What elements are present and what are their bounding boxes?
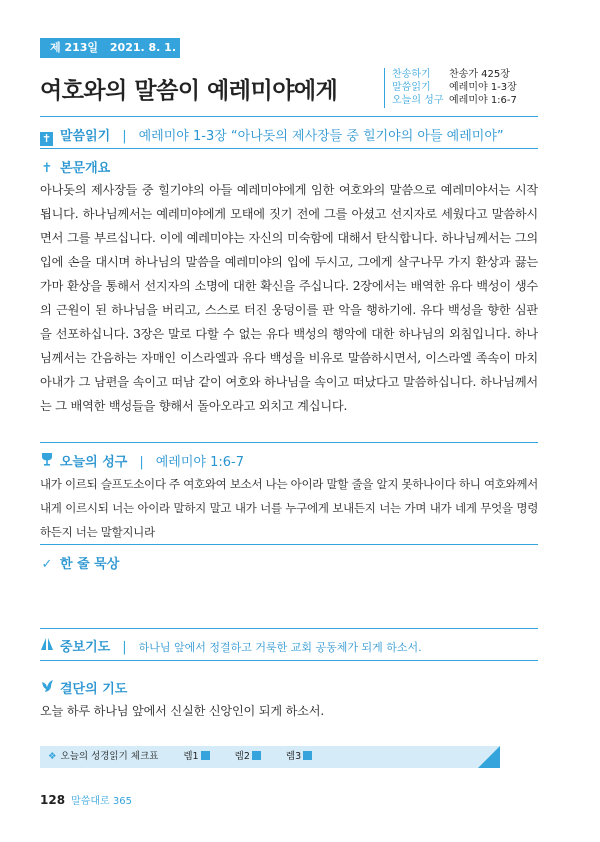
summary-divider — [40, 442, 538, 443]
checkbox[interactable] — [252, 751, 261, 760]
verse-text: 내가 이르되 슬프도소이다 주 여호와여 보소서 나는 아이라 말할 줄을 알지 못하나이다 하니 여호와께서 내게 이르시되 너는 아이라 말하지 말고 내가 너를 누구에게 보내든지 너는 가며 내가 네게 무엇을 명령하든지 너는 말할지니라 — [40, 477, 538, 539]
reading-divider — [40, 148, 538, 149]
reading-reference: 예레미야 1-3장 “아나돗의 제사장들 중 힐기야의 아들 예레미야” — [138, 129, 504, 144]
summary-text: 아나돗의 제사장들 중 힐기야의 아들 예레미야에게 임한 여호와의 말씀으로 예레미야서는 시작됩니다. 하나님께서는 예레미야에게 모태에 짓기 전에 그를 아셨고 선지자로 세웠다고 말씀하시면서 그를 부르십니다. 이에 예레미야는 자신의 미숙함에 대해서 탄식합니다. 하나님께서는 그의 입에 손을 대시며 하나님의 말씀을 예레미야의 입에 두시고, 그에게 살구나무 가지 환상과 끓는 가마 환상을 통해서 선지자의 소명에 대한 확신을 주십니다. 2장에서는 배역한 유다 백성이 생수의 근원이 된 하나님을 버리고, 스스로 터진 웅덩이를 판 악을 행하기에. 유다 백성을 향한 심판을 선포하십니다. 3장은 말로 다할 수 없는 유다 백성의 행악에 대한 하나님의 외침입니다. 하나님께서는 간음하는 자매인 이스라엘과 유다 백성을 비유로 말씀하시면서, 이스라엘 족속이 마치 아내가 그 남편을 속이고 떠남 같이 여호와 하나님을 속이고 떠났다고 말씀하십니다. 하나님께서는 그 배역한 백성들을 향해서 돌아오라고 외치고 계십니다. — [40, 183, 538, 413]
intercession-heading-row — [40, 636, 422, 655]
diamond-icon: ❖ — [48, 751, 57, 762]
cross-icon: ✝ — [41, 161, 53, 176]
checklist-item-label: 렘1 — [183, 751, 199, 762]
separator: | — [122, 129, 127, 144]
side-info-label: 찬송하기 — [392, 69, 431, 80]
checkbox[interactable] — [303, 751, 312, 760]
reading-heading: 말씀읽기 — [60, 129, 111, 144]
checklist-item[interactable] — [286, 751, 312, 762]
intercession-top-rule — [40, 628, 538, 629]
meditation-heading: 한 줄 묵상 — [60, 557, 120, 572]
summary-heading: 본문개요 — [60, 161, 111, 176]
page-number: 128 — [40, 793, 66, 807]
side-info-value: 예레미야 1:6-7 — [449, 95, 517, 106]
side-info-value: 예레미야 1-3장 — [449, 82, 517, 93]
page-corner-icon — [478, 746, 500, 768]
day-label: 제 213일 — [50, 41, 99, 54]
resolution-text: 오늘 하루 하나님 앞에서 신실한 신앙인이 되게 하소서. — [40, 704, 325, 718]
checkbox[interactable] — [201, 751, 210, 760]
resolution-heading: 결단의 기도 — [60, 682, 128, 697]
checklist-item[interactable] — [183, 751, 209, 762]
checklist-item-label: 렘2 — [234, 751, 250, 762]
side-info — [392, 68, 517, 107]
verse-reference: 예레미야 1:6-7 — [155, 455, 244, 470]
dove-icon — [40, 679, 54, 697]
verse-heading: 오늘의 성구 — [60, 455, 128, 470]
intercession-bottom-rule — [40, 660, 538, 661]
intercession-heading: 중보기도 — [60, 640, 111, 655]
reading-heading-row — [40, 125, 504, 146]
book-title: 말씀대로 365 — [71, 796, 132, 807]
verse-divider — [40, 544, 538, 545]
checklist-label: 오늘의 성경읽기 체크표 — [60, 751, 159, 762]
reading-checklist — [40, 746, 500, 768]
side-info-label: 말씀읽기 — [392, 82, 431, 93]
page-footer — [40, 792, 132, 807]
title-divider — [40, 116, 538, 117]
side-info-label: 오늘의 성구 — [392, 95, 444, 106]
intercession-text: 하나님 앞에서 정결하고 거룩한 교회 공동체가 되게 하소서. — [138, 641, 422, 654]
side-info-divider — [384, 68, 385, 108]
summary-heading-row — [40, 157, 110, 176]
meditation-heading-row — [40, 553, 119, 572]
resolution-heading-row — [40, 678, 127, 697]
checklist-item-label: 렘3 — [285, 751, 302, 762]
chalice-icon — [40, 452, 54, 470]
separator: | — [139, 455, 144, 470]
separator: | — [122, 640, 127, 655]
verse-heading-row — [40, 451, 244, 470]
praying-hands-icon — [40, 637, 54, 655]
check-icon: ✓ — [41, 557, 53, 572]
date-label: 2021. 8. 1. 주 — [50, 41, 177, 74]
side-info-row — [392, 81, 517, 94]
checklist-item[interactable] — [235, 751, 261, 762]
date-tab — [40, 38, 180, 74]
bible-icon: ✝ — [41, 132, 52, 145]
page-title: 여호와의 말씀이 예레미야에게 — [40, 78, 338, 104]
side-info-row — [392, 94, 517, 107]
side-info-value: 찬송가 425장 — [449, 69, 510, 80]
side-info-row — [392, 68, 517, 81]
